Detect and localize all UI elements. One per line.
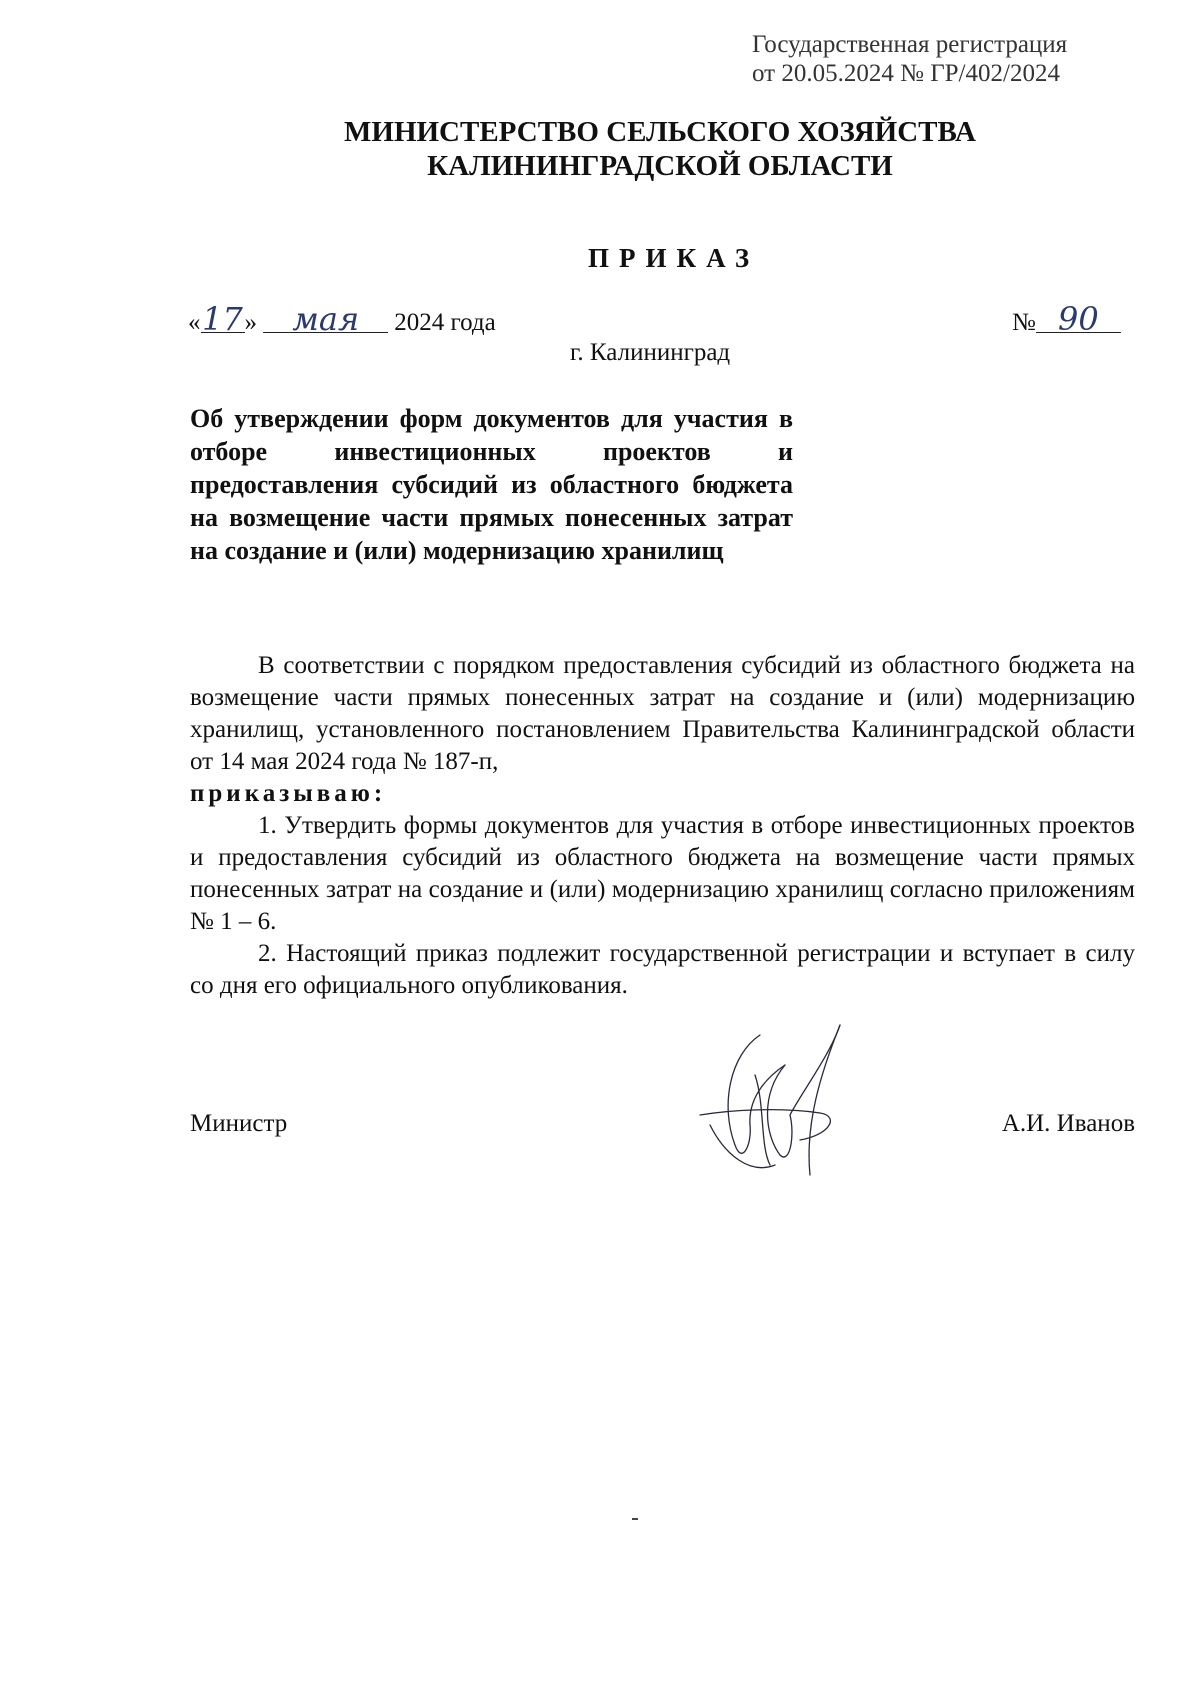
scan-speck <box>632 1518 638 1520</box>
order-title: Об утверждении форм документов для участия в отборе инвестиционных проектов и предоставления субсидий из областного бюджета на возмещение части прямых понесенных затрат на создание и (или) модернизацию хранилищ <box>190 404 793 565</box>
signatory-name: А.И. Иванов <box>1001 1110 1135 1137</box>
signature-stroke-1 <box>728 1035 785 1153</box>
ministry-line-2: КАЛИНИНГРАДСКОЙ ОБЛАСТИ <box>427 150 893 182</box>
order-date <box>188 300 496 338</box>
order-number <box>1012 300 1121 338</box>
item-1: 1. Утвердить формы документов для участия в отборе инвестиционных проектов и предоставления субсидий из областного бюджета на возмещение части прямых понесенных затрат на создание и (или) модернизацию хранилищ согласно приложениям № 1 – 6. <box>190 812 1135 935</box>
city: г. Калининград <box>570 339 731 366</box>
date-close-quote: » <box>244 309 257 336</box>
preamble-paragraph <box>190 650 1135 810</box>
preamble-text: В соответствии с порядком предоставления субсидий из областного бюджета на возмещение части прямых понесенных затрат на создание и (или) модернизацию хранилищ, установленного постановлением Правительства Калининградской области от 14 мая 2024 года № 187-п, <box>190 652 1135 775</box>
order-body <box>190 650 1135 1002</box>
decree-word: приказываю: <box>190 780 387 807</box>
signature-stroke-4 <box>809 1025 840 1175</box>
date-day: 17 <box>202 300 243 338</box>
date-month: мая <box>263 306 388 333</box>
document-type: ПРИКАЗ <box>588 243 760 273</box>
handwritten-signature <box>690 1015 890 1185</box>
signatory-title: Министр <box>190 1110 288 1137</box>
date-open-quote: « <box>188 309 201 336</box>
registration-line-2: от 20.05.2024 № ГР/402/2024 <box>752 60 1060 87</box>
signature-stroke-2 <box>768 1065 792 1157</box>
number-sign: № <box>1012 309 1036 336</box>
registration-stamp <box>752 30 1067 88</box>
registration-line-1: Государственная регистрация <box>752 31 1068 58</box>
number-value: 90 <box>1036 306 1121 333</box>
item-2: 2. Настоящий приказ подлежит государственной регистрации и вступает в силу со дня его официального опубликования. <box>190 940 1135 999</box>
date-year: 2024 года <box>394 309 496 336</box>
ministry-line-1: МИНИСТЕРСТВО СЕЛЬСКОГО ХОЗЯЙСТВА <box>344 116 976 148</box>
ministry-header <box>0 115 1200 183</box>
